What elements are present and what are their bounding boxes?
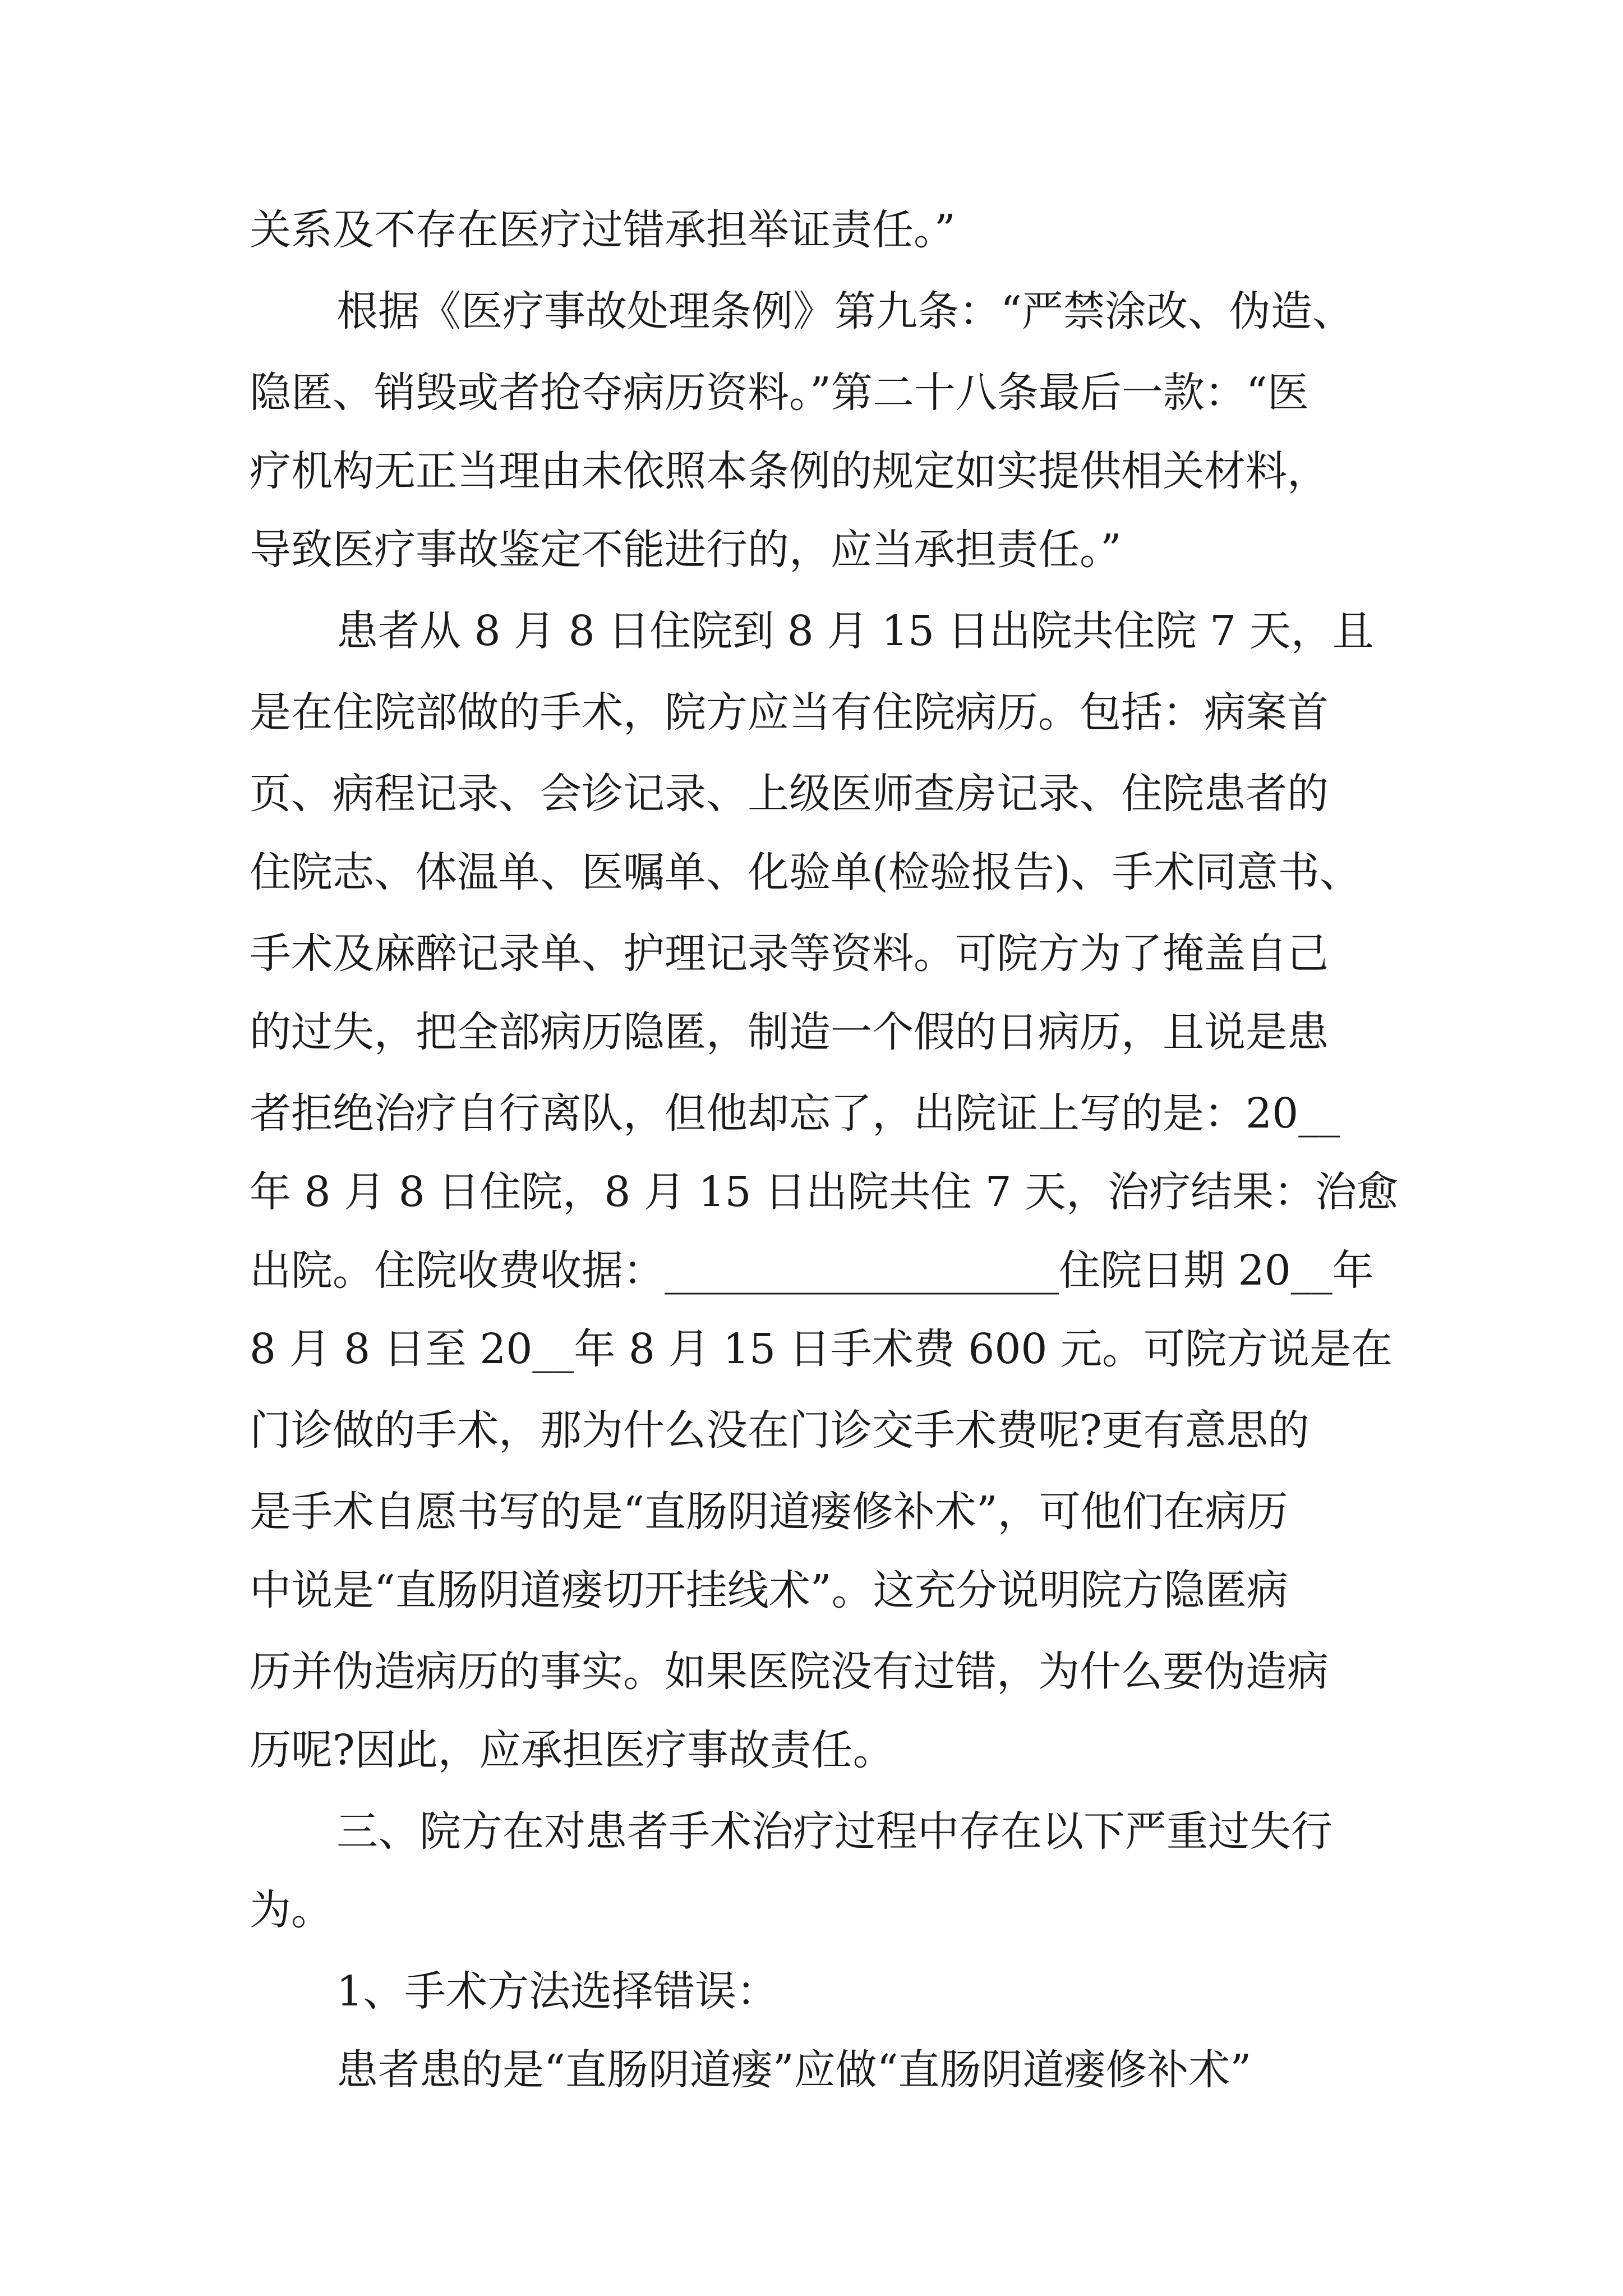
text-line: 三、院方在对患者手术治疗过程中存在以下严重过失行: [336, 1807, 1332, 1856]
text-line: 根据《医疗事故处理条例》第九条：“严禁涂改、伪造、: [336, 287, 1354, 335]
text-line: 历并伪造病历的事实。如果医院没有过错，为什么要伪造病: [250, 1648, 1329, 1696]
text-line: 是在住院部做的手术，院方应当有住院病历。包括：病案首: [250, 688, 1329, 737]
text-line: 页、病程记录、会诊记录、上级医师查房记录、住院患者的: [250, 770, 1329, 818]
text-line: 为。: [250, 1886, 333, 1934]
text-line: 者拒绝治疗自行离队，但他却忘了，出院证上写的是：20__: [250, 1089, 1340, 1138]
text-line: 年 8 月 8 日住院，8 月 15 日出院共住 7 天，治疗结果：治愈: [250, 1168, 1399, 1216]
text-line: 手术及麻醉记录单、护理记录等资料。可院方为了掩盖自己: [250, 930, 1329, 978]
text-line: 历呢?因此，应承担医疗事故责任。: [250, 1726, 895, 1774]
text-line: 患者患的是“直肠阴道瘘”应做“直肠阴道瘘修补术”: [336, 2046, 1252, 2094]
text-line: 出院。住院收费收据：___________________住院日期 20__年: [250, 1246, 1374, 1295]
text-line: 门诊做的手术，那为什么没在门诊交手术费呢?更有意思的: [250, 1406, 1310, 1455]
text-line: 导致医疗事故鉴定不能进行的，应当承担责任。”: [250, 526, 1122, 574]
text-line: 隐匿、销毁或者抢夺病历资料。”第二十八条最后一款：“医: [250, 369, 1309, 417]
text-line: 的过失，把全部病历隐匿，制造一个假的日病历，且说是患: [250, 1008, 1329, 1056]
text-line: 患者从 8 月 8 日住院到 8 月 15 日出院共住院 7 天，且: [336, 607, 1374, 655]
text-line: 疗机构无正当理由未依照本条例的规定如实提供相关材料，: [250, 447, 1329, 495]
text-line: 1、手术方法选择错误：: [336, 1967, 778, 2016]
text-line: 8 月 8 日至 20__年 8 月 15 日手术费 600 元。可院方说是在: [250, 1325, 1393, 1373]
text-line: 关系及不存在医疗过错承担举证责任。”: [250, 206, 956, 254]
text-line: 中说是“直肠阴道瘘切开挂线术”。这充分说明院方隐匿病: [250, 1566, 1288, 1614]
text-line: 是手术自愿书写的是“直肠阴道瘘修补术”，可他们在病历: [250, 1488, 1288, 1536]
text-line: 住院志、体温单、医嘱单、化验单(检验报告)、手术同意书、: [250, 848, 1361, 896]
